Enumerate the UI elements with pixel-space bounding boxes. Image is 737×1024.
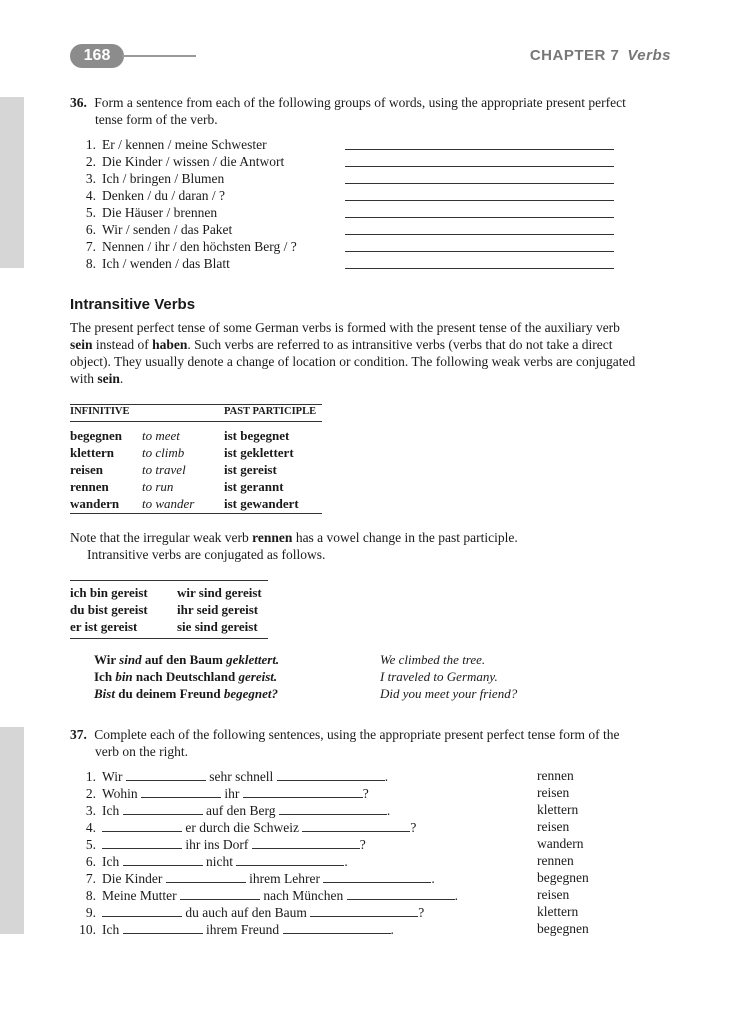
exercise-37-item xyxy=(74,785,369,802)
item-middle: nach München xyxy=(263,888,344,903)
item-middle: du auch auf den Baum xyxy=(185,905,307,920)
chapter-label: CHAPTER 7 xyxy=(529,47,620,64)
example-auxiliary: bin xyxy=(115,669,133,684)
exercise-37-item xyxy=(74,819,416,836)
margin-tab-top xyxy=(0,97,24,268)
para-bold-sein: sein xyxy=(97,371,120,386)
col-infinitive: INFINITIVE xyxy=(70,406,130,417)
item-end: ? xyxy=(362,786,369,801)
item-number: 5. xyxy=(85,205,96,220)
answer-line[interactable] xyxy=(345,234,614,235)
past-participle: ist begegnet xyxy=(224,427,290,443)
example-auxiliary: sind xyxy=(119,652,142,667)
item-end: ? xyxy=(410,820,417,835)
item-number: 5. xyxy=(85,837,96,852)
item-text: Nennen / ihr / den höchsten Berg / ? xyxy=(102,239,297,254)
exercise-37-instruction xyxy=(70,726,680,760)
example-part: nach Deutschland xyxy=(132,669,239,684)
answer-line[interactable] xyxy=(345,149,614,150)
verb-table-row xyxy=(70,444,322,461)
item-number: 8. xyxy=(85,256,96,271)
item-text: Ich / bringen / Blumen xyxy=(102,171,225,186)
plural-form: wir sind gereist xyxy=(177,584,262,600)
exercise-36-item xyxy=(74,136,267,153)
exercise-37-number: 37. xyxy=(70,727,87,742)
exercise-37-item xyxy=(74,802,390,819)
blank-participle[interactable] xyxy=(277,769,385,781)
item-start: Meine Mutter xyxy=(102,888,177,903)
note-text: has a vowel change in the past participle. xyxy=(292,530,518,545)
item-number: 10. xyxy=(79,922,96,937)
para-bold-haben: haben xyxy=(152,337,188,352)
example-auxiliary: Bist xyxy=(94,686,115,701)
infinitive: klettern xyxy=(70,444,115,460)
conj-table-bottom-rule xyxy=(70,638,268,639)
example-german xyxy=(94,668,277,685)
item-number: 4. xyxy=(85,188,96,203)
section-paragraph xyxy=(70,319,670,387)
example-english: We climbed the tree. xyxy=(380,652,486,667)
item-text: Denken / du / daran / ? xyxy=(102,188,225,203)
note-bold-rennen: rennen xyxy=(252,530,293,545)
exercise-36-item xyxy=(74,204,217,221)
exercise-36-item xyxy=(74,153,284,170)
blank-auxiliary[interactable] xyxy=(123,922,203,934)
item-start: Wir xyxy=(102,769,123,784)
item-number: 1. xyxy=(85,137,96,152)
infinitive: rennen xyxy=(70,478,109,494)
item-verb: rennen xyxy=(537,768,574,783)
plural-form: sie sind gereist xyxy=(177,618,258,634)
item-text: Ich / wenden / das Blatt xyxy=(102,256,230,271)
item-text: Die Häuser / brennen xyxy=(102,205,218,220)
col-past-participle: PAST PARTICIPLE xyxy=(224,406,317,417)
infinitive: reisen xyxy=(70,461,103,477)
meaning: to run xyxy=(142,478,174,494)
item-number: 2. xyxy=(85,154,96,169)
exercise-37-text-2: verb on the right. xyxy=(95,744,188,759)
item-end: . xyxy=(390,922,394,937)
margin-tab-bottom xyxy=(0,727,24,934)
para-line-1: The present perfect tense of some German verbs is formed with the present tense of the auxiliary verb xyxy=(70,320,620,335)
meaning: to travel xyxy=(142,461,186,477)
answer-line[interactable] xyxy=(345,200,614,201)
example-participle: begegnet? xyxy=(223,686,278,701)
verb-table-bottom-rule xyxy=(70,513,322,514)
example-english: I traveled to Germany. xyxy=(380,669,498,684)
plural-form: ihr seid gereist xyxy=(177,601,259,617)
exercise-37-item xyxy=(74,887,458,904)
exercise-37-item xyxy=(74,921,394,938)
verb-table-top-rule xyxy=(70,404,322,405)
item-middle: auf den Berg xyxy=(206,803,276,818)
verb-table xyxy=(70,406,322,512)
blank-auxiliary[interactable] xyxy=(123,803,203,815)
para-text: . xyxy=(119,371,124,386)
verb-table-row xyxy=(70,478,322,495)
singular-form: ich bin gereist xyxy=(70,584,148,600)
conjugation-row xyxy=(70,601,268,618)
item-verb: begegnen xyxy=(537,921,589,936)
exercise-37-item xyxy=(74,904,424,921)
conjugation-row xyxy=(70,584,268,601)
item-number: 7. xyxy=(85,871,96,886)
exercise-36-item xyxy=(74,255,230,272)
example-part: Wir xyxy=(94,652,120,667)
item-number: 2. xyxy=(85,786,96,801)
para-text: instead of xyxy=(92,337,153,352)
blank-auxiliary[interactable] xyxy=(141,786,221,798)
infinitive: begegnen xyxy=(70,427,122,443)
para-line-3: object). They usually denote a change of location or condition. The following weak verbs are conjugated xyxy=(70,354,636,369)
conjugation-table xyxy=(70,584,268,635)
item-verb: reisen xyxy=(537,819,570,834)
item-end: . xyxy=(344,854,348,869)
item-text: Er / kennen / meine Schwester xyxy=(102,137,267,152)
page-number: 168 xyxy=(70,44,124,68)
item-end: . xyxy=(431,871,435,886)
item-end: . xyxy=(454,888,458,903)
item-verb: reisen xyxy=(537,887,570,902)
para-text: with xyxy=(70,371,98,386)
item-text: Die Kinder / wissen / die Antwort xyxy=(102,154,285,169)
example-part: Ich xyxy=(94,669,116,684)
blank-participle[interactable] xyxy=(279,803,387,815)
blank-auxiliary[interactable] xyxy=(126,769,206,781)
past-participle: ist gerannt xyxy=(224,478,284,494)
para-text: . Such verbs are referred to as intransitive verbs (verbs that do not take a direct xyxy=(187,337,613,352)
item-middle: ihrem Freund xyxy=(206,922,280,937)
exercise-37-item xyxy=(74,870,435,887)
exercise-37-item xyxy=(74,853,348,870)
blank-auxiliary[interactable] xyxy=(102,837,182,849)
item-text: Wir / senden / das Paket xyxy=(102,222,233,237)
past-participle: ist geklettert xyxy=(224,444,294,460)
item-number: 6. xyxy=(85,854,96,869)
exercise-36-item xyxy=(74,170,224,187)
example-participle: gereist. xyxy=(238,669,278,684)
exercise-37-item xyxy=(74,836,366,853)
item-number: 6. xyxy=(85,222,96,237)
item-verb: reisen xyxy=(537,785,570,800)
exercise-36-text-1: Form a sentence from each of the following groups of words, using the appropriate present perfect xyxy=(94,95,626,110)
item-verb: wandern xyxy=(537,836,584,851)
blank-participle[interactable] xyxy=(243,786,363,798)
item-middle: ihr ins Dorf xyxy=(185,837,249,852)
past-participle: ist gereist xyxy=(224,461,277,477)
item-start: Ich xyxy=(102,922,120,937)
item-number: 4. xyxy=(85,820,96,835)
item-middle: sehr schnell xyxy=(209,769,274,784)
item-middle: er durch die Schweiz xyxy=(185,820,299,835)
verb-table-row xyxy=(70,422,322,445)
blank-auxiliary[interactable] xyxy=(102,905,182,917)
item-number: 1. xyxy=(85,769,96,784)
example-part: du deinem Freund xyxy=(114,686,224,701)
item-verb: begegnen xyxy=(537,870,589,885)
verb-table-row xyxy=(70,495,322,512)
item-verb: klettern xyxy=(537,802,579,817)
exercise-36-item xyxy=(74,238,297,255)
answer-line[interactable] xyxy=(345,217,614,218)
chapter-header xyxy=(530,47,671,64)
blank-auxiliary[interactable] xyxy=(123,854,203,866)
note-line-2: Intransitive verbs are conjugated as follows. xyxy=(87,547,326,562)
example-part: auf den Baum xyxy=(141,652,227,667)
conjugation-row xyxy=(70,618,268,635)
exercise-36-text-2: tense form of the verb. xyxy=(95,112,218,127)
item-end: . xyxy=(386,803,391,818)
meaning: to climb xyxy=(142,444,185,460)
infinitive: wandern xyxy=(70,495,120,511)
item-number: 8. xyxy=(85,888,96,903)
blank-participle[interactable] xyxy=(236,854,344,866)
exercise-36-instruction xyxy=(70,94,680,128)
item-end: ? xyxy=(359,837,366,852)
item-verb: klettern xyxy=(537,904,579,919)
example-participle: geklettert. xyxy=(226,652,280,667)
blank-participle[interactable] xyxy=(283,922,391,934)
item-middle: nicht xyxy=(206,854,233,869)
blank-participle[interactable] xyxy=(323,871,431,883)
answer-line[interactable] xyxy=(345,183,614,184)
exercise-37-item xyxy=(74,768,388,785)
item-middle: ihr xyxy=(224,786,240,801)
note xyxy=(70,529,518,563)
header-rule xyxy=(122,55,196,57)
exercise-36-item xyxy=(74,221,232,238)
answer-line[interactable] xyxy=(345,166,614,167)
singular-form: er ist gereist xyxy=(70,618,138,634)
blank-participle[interactable] xyxy=(252,837,360,849)
item-number: 3. xyxy=(85,171,96,186)
past-participle: ist gewandert xyxy=(224,495,299,511)
blank-auxiliary[interactable] xyxy=(166,871,246,883)
blank-auxiliary[interactable] xyxy=(180,888,260,900)
item-start: Wohin xyxy=(102,786,138,801)
exercise-36-number: 36. xyxy=(70,95,87,110)
answer-line[interactable] xyxy=(345,268,614,269)
example-german xyxy=(94,685,278,702)
item-end: ? xyxy=(418,905,425,920)
item-number: 7. xyxy=(85,239,96,254)
section-heading: Intransitive Verbs xyxy=(70,296,196,313)
meaning: to meet xyxy=(142,427,180,443)
item-end: . xyxy=(384,769,389,784)
item-number: 3. xyxy=(85,803,96,818)
singular-form: du bist gereist xyxy=(70,601,148,617)
item-middle: ihrem Lehrer xyxy=(249,871,320,886)
conj-table-top-rule xyxy=(70,580,268,581)
blank-participle[interactable] xyxy=(347,888,455,900)
exercise-36-item xyxy=(74,187,225,204)
para-bold-sein: sein xyxy=(70,337,93,352)
item-verb: rennen xyxy=(537,853,574,868)
chapter-title: Verbs xyxy=(627,47,671,64)
example-german xyxy=(94,651,279,668)
note-text: Note that the irregular weak verb xyxy=(70,530,253,545)
meaning: to wander xyxy=(142,495,195,511)
exercise-37-text-1: Complete each of the following sentences, using the appropriate present perfect tense form of the xyxy=(94,727,620,742)
blank-participle[interactable] xyxy=(302,820,410,832)
answer-line[interactable] xyxy=(345,251,614,252)
example-english: Did you meet your friend? xyxy=(380,686,518,701)
item-number: 9. xyxy=(85,905,96,920)
item-start: Die Kinder xyxy=(102,871,163,886)
verb-table-row xyxy=(70,461,322,478)
blank-auxiliary[interactable] xyxy=(102,820,182,832)
item-start: Ich xyxy=(102,854,120,869)
item-start: Ich xyxy=(102,803,120,818)
blank-participle[interactable] xyxy=(310,905,418,917)
